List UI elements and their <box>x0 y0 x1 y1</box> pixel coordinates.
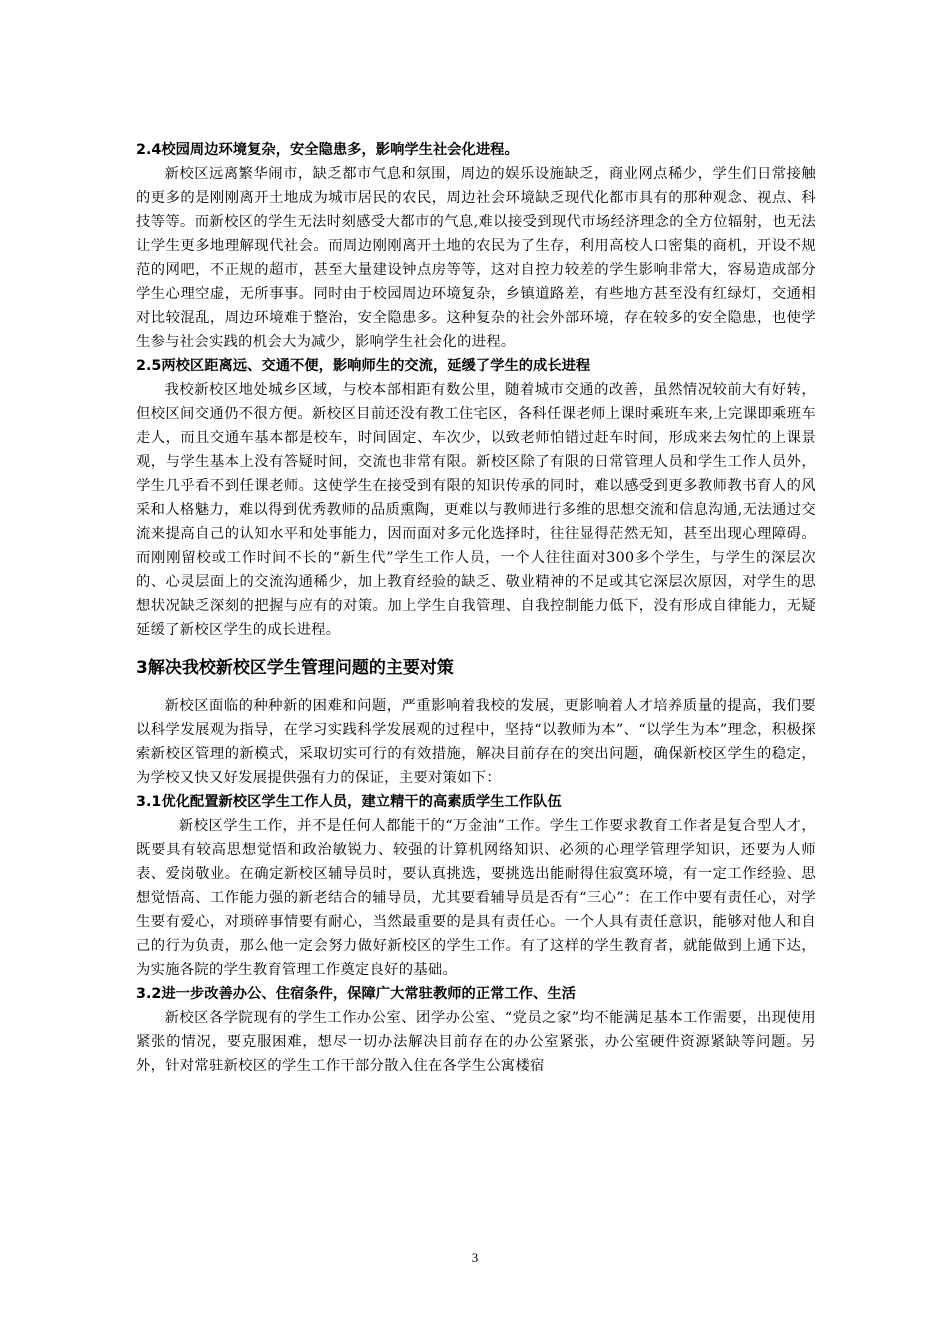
section-3-heading: 3解决我校新校区学生管理问题的主要对策 <box>136 658 454 678</box>
section-2-4-heading: 2.4校园周边环境复杂，安全隐患多，影响学生社会化进程。 <box>136 142 519 158</box>
document-page <box>136 138 816 1078</box>
section-3-1-heading: 3.1优化配置新校区学生工作人员，建立精干的高素质学生工作队伍 <box>136 794 562 810</box>
section-3-2-paragraph: 新校区各学院现有的学生工作办公室、团学办公室、“党员之家”均不能满足基本工作需要，出现使用紧张的情况，要克服困难，想尽一切办法解决目前存在的办公室紧张，办公室硬件资源紧缺等问题。另外，针对常驻新校区的学生工作干部分散入住在各学生公寓楼宿 <box>136 1010 816 1074</box>
section-2-4-paragraph: 新校区远离繁华闹市，缺乏都市气息和氛围，周边的娱乐设施缺乏，商业网点稀少，学生们日常接触的更多的是刚刚离开土地成为城市居民的农民，周边社会环境缺乏现代化都市具有的那种观念、视点、科技等等。而新校区的学生无法时刻感受大都市的气息,难以接受到现代市场经济理念的全方位辐射，也无法让学生更多地理解现代社会。而周边刚刚离开土地的农民为了生存，利用高校人口密集的商机，开设不规范的网吧，不正规的超市，甚至大量建设钟点房等等，这对自控力较差的学生影响非常大，容易造成部分学生心理空虚，无所事事。同时由于校园周边环境复杂，乡镇道路差，有些地方甚至没有红绿灯，交通相对比较混乱，周边环境难于整治，安全隐患多。这种复杂的社会外部环境，存在较多的安全隐患，也使学生参与社会实践的机会大为减少，影响学生社会化的进程。 <box>136 166 816 350</box>
section-3-paragraph: 新校区面临的种种新的困难和问题，严重影响着我校的发展，更影响着人才培养质量的提高，我们要以科学发展观为指导，在学习实践科学发展观的过程中，坚持“以教师为本”、“以学生为本”理念，积极探索新校区管理的新模式，采取切实可行的有效措施，解决目前存在的突出问题，确保新校区学生的稳定，为学校又快又好发展提供强有力的保证，主要对策如下： <box>136 698 816 786</box>
page-number: 3 <box>471 1250 479 1265</box>
section-2-5-heading: 2.5两校区距离远、交通不便，影响师生的交流，延缓了学生的成长进程 <box>136 358 591 374</box>
section-3-1-paragraph: 新校区学生工作，并不是任何人都能干的“万金油”工作。学生工作要求教育工作者是复合型人才，既要具有较高思想觉悟和政治敏锐力、较强的计算机网络知识、必须的心理学管理学知识，还要为人师表、爱岗敬业。在确定新校区辅导员时，要认真挑选，要挑选出能耐得住寂寞环境，有一定工作经验、思想觉悟高、工作能力强的新老结合的辅导员，尤其要看辅导员是否有“三心”：在工作中要有责任心，对学生要有爱心，对琐碎事情要有耐心，当然最重要的是具有责任心。一个人具有责任意识，能够对他人和自己的行为负责，那么他一定会努力做好新校区的学生工作。有了这样的学生教育者，就能做到上通下达，为实施各院的学生教育管理工作奠定良好的基础。 <box>136 818 816 978</box>
section-3-2-heading: 3.2进一步改善办公、住宿条件，保障广大常驻教师的正常工作、生活 <box>136 986 576 1002</box>
section-2-5-paragraph: 我校新校区地处城乡区域，与校本部相距有数公里，随着城市交通的改善，虽然情况较前大有好转，但校区间交通仍不很方便。新校区目前还没有教工住宅区，各科任课老师上课时乘班车来,上完课即乘班车走人，而且交通车基本都是校车，时间固定、车次少，以致老师怕错过赶车时间，形成来去匆忙的上课景观，与学生基本上没有答疑时间，交流也非常有限。新校区除了有限的日常管理人员和学生工作人员外，学生几乎看不到任课老师。这使学生在接受到有限的知识传承的同时，难以感受到更多教师教书育人的风采和人格魅力，难以得到优秀教师的品质熏陶，更难以与教师进行多维的思想交流和信息沟通,无法通过交流来提高自己的认知水平和处事能力，因而面对多元化选择时，往往显得茫然无知，甚至出现心理障碍。而刚刚留校或工作时间不长的“新生代”学生工作人员，一个人往往面对300多个学生，与学生的深层次的、心灵层面上的交流沟通稀少，加上教育经验的缺乏、敬业精神的不足或其它深层次原因，对学生的思想状况缺乏深刻的把握与应有的对策。加上学生自我管理、自我控制能力低下，没有形成自律能力，无疑延缓了新校区学生的成长进程。 <box>136 382 816 638</box>
